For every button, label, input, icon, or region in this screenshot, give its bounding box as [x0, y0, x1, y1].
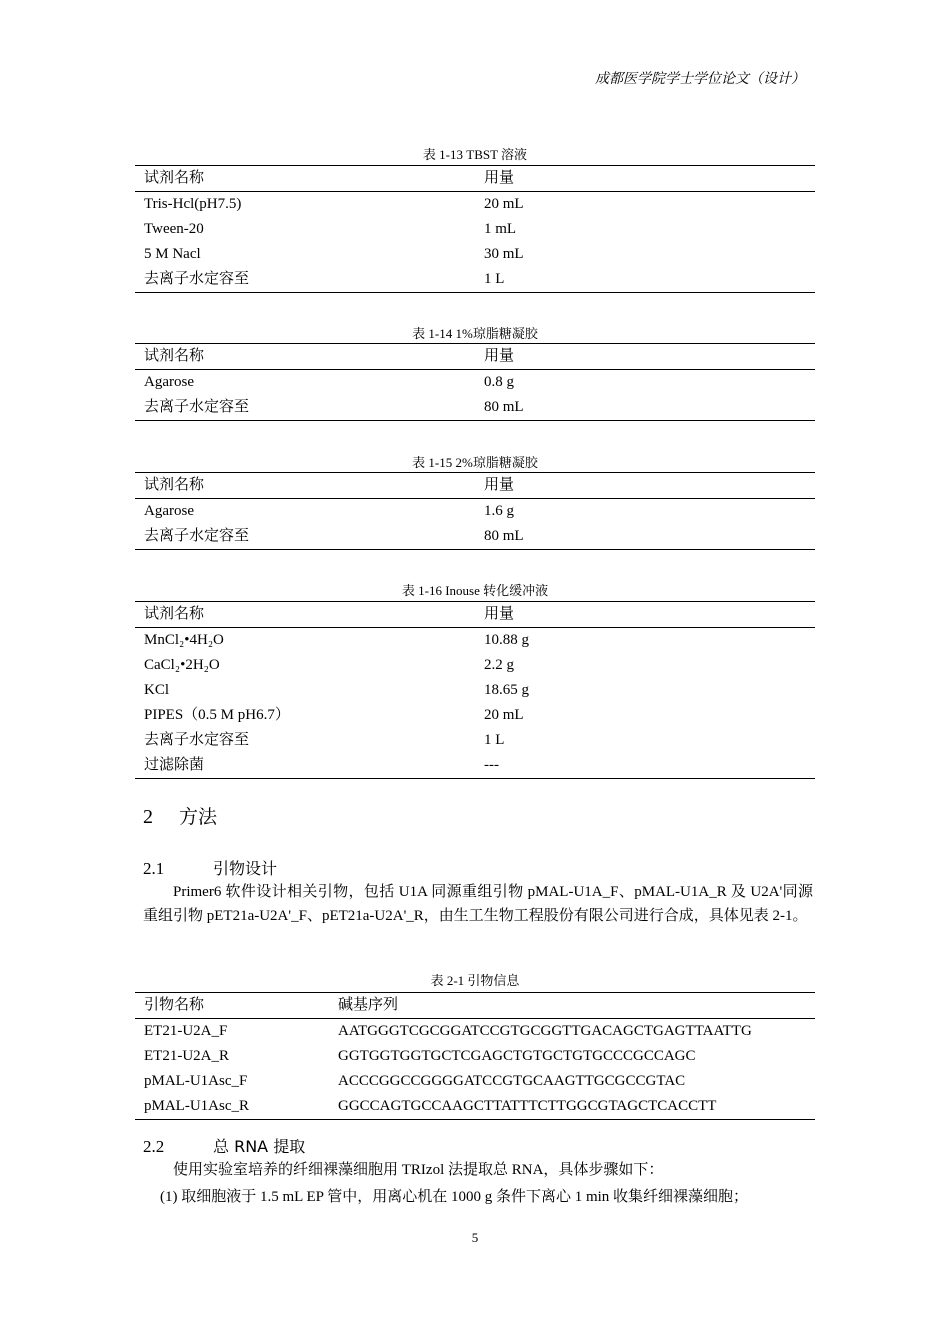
table-row — [135, 653, 815, 678]
reagent-name: 5 M Nacl — [144, 246, 201, 262]
primer-name: pMAL-U1Asc_F — [144, 1073, 248, 1089]
primer-sequence: ACCCGGCCGGGGATCCGTGCAAGTTGCGCCGTAC — [338, 1073, 686, 1089]
reagent-name: Agarose — [144, 374, 194, 390]
column-header: 试剂名称 — [135, 344, 475, 370]
reagent-amount: 1 L — [484, 271, 505, 287]
reagent-name: KCl — [144, 682, 170, 698]
reagent-amount: 1.6 g — [484, 503, 514, 519]
column-header: 试剂名称 — [135, 473, 475, 499]
primer-table — [135, 992, 815, 1120]
subsection-title: 引物设计 — [213, 859, 278, 878]
reagent-name: Agarose — [144, 503, 194, 519]
page-number: 5 — [471, 1230, 479, 1245]
table-row — [135, 703, 815, 728]
primer-name: ET21-U2A_R — [144, 1048, 229, 1064]
table-caption: 表 1-13 TBST 溶液 — [422, 147, 528, 162]
table-row — [135, 395, 815, 421]
reagent-amount: --- — [484, 757, 499, 773]
reagent-amount: 80 mL — [484, 399, 524, 415]
reagent-name: Tween-20 — [144, 221, 204, 237]
table-caption: 表 2-1 引物信息 — [430, 973, 520, 988]
table-row — [135, 267, 815, 293]
column-header: 碱基序列 — [329, 993, 815, 1019]
table-header-row — [135, 993, 815, 1019]
table-row — [135, 628, 815, 654]
reagent-amount: 0.8 g — [484, 374, 514, 390]
table-header-row — [135, 166, 815, 192]
table-row — [135, 1044, 815, 1069]
table-row — [135, 1094, 815, 1120]
table-row — [135, 242, 815, 267]
table-row — [135, 1019, 815, 1045]
subsection-title: 总 RNA 提取 — [213, 1137, 306, 1156]
table-row — [135, 524, 815, 550]
reagent-name: CaCl₂•2H₂O — [144, 657, 220, 673]
data-table — [135, 472, 815, 550]
table-row — [135, 499, 815, 525]
reagent-amount: 1 mL — [484, 221, 517, 237]
primer-sequence: GGTGGTGGTGCTCGAGCTGTGCTGTGCCCGCCAGC — [338, 1048, 696, 1064]
subsection-heading — [143, 856, 277, 879]
table-header-row — [135, 602, 815, 628]
reagent-amount: 10.88 g — [484, 632, 529, 648]
table-row — [135, 1069, 815, 1094]
reagent-amount: 18.65 g — [484, 682, 529, 698]
table-row — [135, 678, 815, 703]
reagent-amount: 30 mL — [484, 246, 524, 262]
primer-name: pMAL-U1Asc_R — [144, 1098, 249, 1114]
reagent-name: 去离子水定容至 — [144, 399, 250, 415]
data-table — [135, 165, 815, 293]
data-table — [135, 601, 815, 779]
primer-name: ET21-U2A_F — [144, 1023, 228, 1039]
column-header: 用量 — [475, 602, 815, 628]
section-number: 2 — [143, 806, 153, 828]
table-row — [135, 370, 815, 396]
column-header: 用量 — [475, 344, 815, 370]
primer-sequence: GGCCAGTGCCAAGCTTATTTCTTGGCGTAGCTCACCTT — [338, 1098, 717, 1114]
table-header-row — [135, 473, 815, 499]
reagent-amount: 80 mL — [484, 528, 524, 544]
reagent-name: MnCl₂•4H₂O — [144, 632, 224, 648]
table-row — [135, 728, 815, 753]
reagent-name: 去离子水定容至 — [144, 732, 250, 748]
table-caption: 表 1-15 2%琼脂糖凝胶 — [412, 455, 538, 470]
subsection-heading — [143, 1134, 305, 1157]
column-header: 用量 — [475, 166, 815, 192]
table-caption: 表 1-14 1%琼脂糖凝胶 — [412, 326, 538, 341]
reagent-name: PIPES（0.5 M pH6.7） — [144, 707, 290, 723]
column-header: 引物名称 — [135, 993, 329, 1019]
column-header: 试剂名称 — [135, 602, 475, 628]
table-row — [135, 753, 815, 779]
body-paragraph: 使用实验室培养的纤细裸藻细胞用 TRIzol 法提取总 RNA，具体步骤如下： — [173, 1162, 664, 1178]
reagent-amount: 2.2 g — [484, 657, 514, 673]
reagent-amount: 20 mL — [484, 707, 524, 723]
reagent-name: 过滤除菌 — [144, 757, 205, 773]
reagent-amount: 20 mL — [484, 196, 524, 212]
subsection-number: 2.2 — [143, 1137, 165, 1156]
section-heading — [143, 802, 217, 829]
running-header: 成都医学院学士学位论文（设计） — [595, 72, 805, 87]
table-caption: 表 1-16 Inouse 转化缓冲液 — [401, 583, 549, 598]
reagent-name: Tris-Hcl(pH7.5) — [144, 196, 242, 212]
section-title: 方法 — [179, 806, 218, 828]
column-header: 试剂名称 — [135, 166, 475, 192]
data-table — [135, 343, 815, 421]
procedure-step: (1) 取细胞液于 1.5 mL EP 管中，用离心机在 1000 g 条件下离心 1 min 收集纤细裸藻细胞； — [160, 1189, 749, 1205]
primer-sequence: AATGGGTCGCGGATCCGTGCGGTTGACAGCTGAGTTAATTG — [338, 1023, 752, 1039]
table-row — [135, 217, 815, 242]
subsection-number: 2.1 — [143, 859, 165, 878]
table-row — [135, 192, 815, 218]
body-paragraph: Primer6 软件设计相关引物，包括 U1A 同源重组引物 pMAL-U1A_F、pMAL-U1A_R 及 U2A'同源重组引物 pET21a-U2A'_F、pET21a-U2A'_R，由生工生物工程股份有限公司进行合成，具体见表 2-1。 — [143, 884, 813, 924]
reagent-name: 去离子水定容至 — [144, 271, 250, 287]
reagent-name: 去离子水定容至 — [144, 528, 250, 544]
reagent-amount: 1 L — [484, 732, 505, 748]
table-header-row — [135, 344, 815, 370]
column-header: 用量 — [475, 473, 815, 499]
